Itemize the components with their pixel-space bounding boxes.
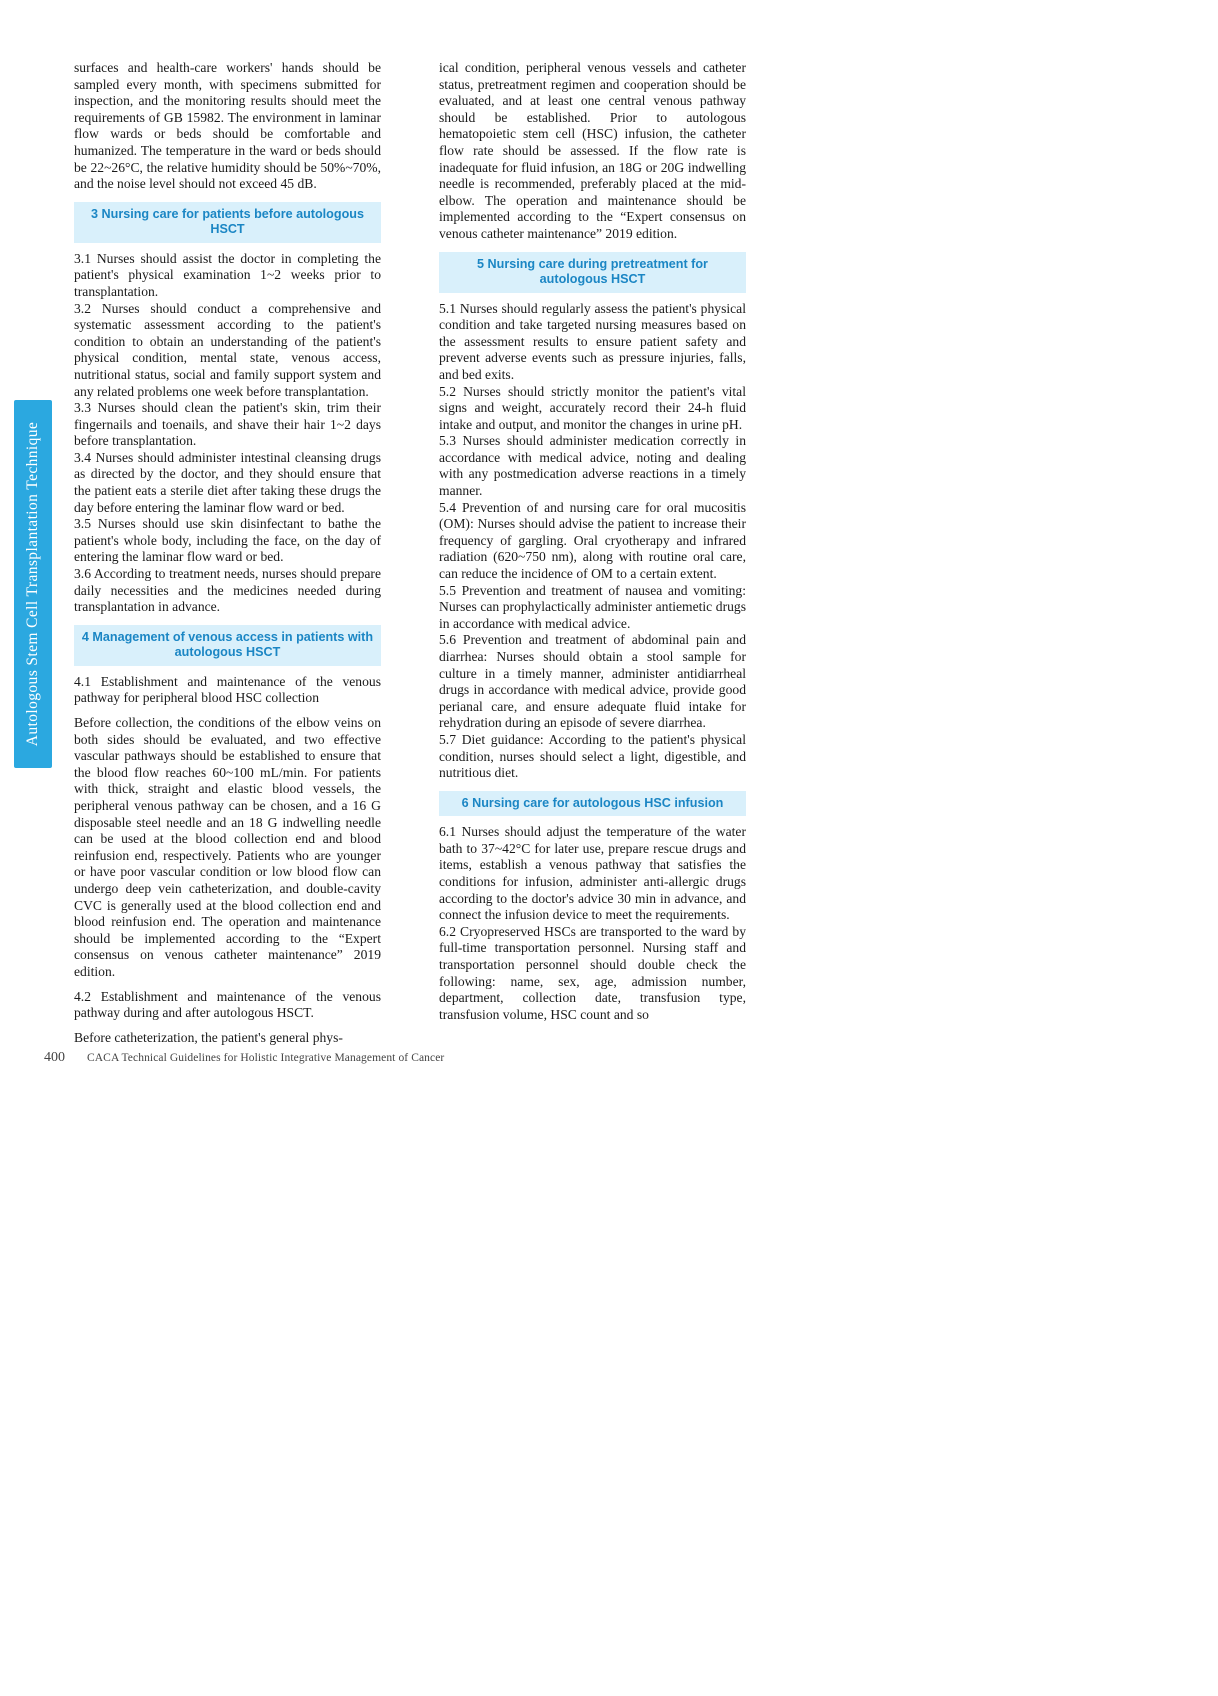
footer-title: CACA Technical Guidelines for Holistic Integrative Management of Cancer xyxy=(87,1052,445,1064)
paragraph: 4.2 Establishment and maintenance of the venous pathway during and after autologous HSCT. xyxy=(74,988,381,1021)
paragraph: 5.2 Nurses should strictly monitor the patient's vital signs and weight, accurately record their 24-h fluid intake and output, and monitor the changes in urine pH. xyxy=(439,383,746,432)
paragraph: 5.6 Prevention and treatment of abdominal pain and diarrhea: Nurses should obtain a stool sample for culture in a timely manner, administer antidiarrheal drugs in accordance with medical advice, provide good perianal care, and ensure adequate fluid intake for rehydration during an episode of severe diarrhea. xyxy=(439,632,746,731)
paragraph: 4.1 Establishment and maintenance of the venous pathway for peripheral blood HSC collection xyxy=(74,673,381,706)
paragraph: 3.2 Nurses should conduct a comprehensive and systematic assessment according to the patient's condition to obtain an understanding of the patient's physical condition, mental state, venous access, nutritional status, social and family support system and any related problems one week before transplantation. xyxy=(74,300,381,399)
paragraph: 3.5 Nurses should use skin disinfectant to bathe the patient's whole body, including the face, on the day of entering the laminar flow ward or bed. xyxy=(74,516,381,565)
paragraph: 5.7 Diet guidance: According to the patient's physical condition, nurses should select a light, digestible, and nutritious diet. xyxy=(439,731,746,781)
left-column xyxy=(74,60,381,1046)
paragraph: 5.5 Prevention and treatment of nausea and vomiting: Nurses can prophylactically administer antiemetic drugs in accordance with medical advice. xyxy=(439,582,746,631)
paragraph: 3.6 According to treatment needs, nurses should prepare daily necessities and the medicines needed during transplantation in advance. xyxy=(74,566,381,615)
page-number: 400 xyxy=(44,1050,65,1065)
paragraph: 6.2 Cryopreserved HSCs are transported to the ward by full-time transportation personnel. Nursing staff and transportation personnel should double check the following: name, sex, age, admission number, department, collection date, transfusion type, transfusion volume, HSC count and so xyxy=(439,923,746,1022)
section-heading-4: 4 Management of venous access in patients with autologous HSCT xyxy=(74,625,381,666)
paragraph: 5.3 Nurses should administer medication correctly in accordance with medical advice, noting and dealing with any postmedication adverse reactions in a timely manner. xyxy=(439,433,746,499)
paragraph: 5.4 Prevention of and nursing care for oral mucositis (OM): Nurses should advise the patient to increase their frequency of gargling. Oral cryotherapy and infrared radiation (620~750 nm), along with routine oral care, can reduce the incidence of OM to a certain extent. xyxy=(439,499,746,582)
paragraph: ical condition, peripheral venous vessels and catheter status, pretreatment regimen and cooperation should be evaluated, and at least one central venous pathway should be established. Prior to autologous hematopoietic stem cell (HSC) infusion, the catheter flow rate should be assessed. If the flow rate is inadequate for fluid infusion, an 18G or 20G indwelling needle is recommended, preferably placed at the mid-elbow. The operation and maintenance should be implemented according to the “Expert consensus on venous catheter maintenance” 2019 edition. xyxy=(439,60,746,241)
paragraph: 3.3 Nurses should clean the patient's skin, trim their fingernails and toenails, and shave their hair 1~2 days before transplantation. xyxy=(74,400,381,449)
paragraph: 3.1 Nurses should assist the doctor in completing the patient's physical examination 1~2 weeks prior to transplantation. xyxy=(74,250,381,299)
paragraph: Before catheterization, the patient's general phys- xyxy=(74,1029,343,1045)
paragraph-spacer xyxy=(74,707,381,715)
running-head-tab xyxy=(14,400,52,768)
section-heading-3: 3 Nursing care for patients before autologous HSCT xyxy=(74,202,381,243)
right-column xyxy=(439,60,746,1023)
paragraph-spacer xyxy=(74,1022,381,1030)
section-heading-6: 6 Nursing care for autologous HSC infusion xyxy=(439,791,746,817)
page-footer xyxy=(44,1050,444,1066)
section-heading-5: 5 Nursing care during pretreatment for autologous HSCT xyxy=(439,252,746,293)
paragraph: 6.1 Nurses should adjust the temperature of the water bath to 37~42°C for later use, prepare rescue drugs and items, establish a venous pathway that satisfies the conditions for infusion, administer anti-allergic drugs according to the doctor's advice 30 min in advance, and connect the infusion device to meet the requirements. xyxy=(439,824,746,923)
paragraph: 5.1 Nurses should regularly assess the patient's physical condition and take targeted nursing measures based on the assessment results to ensure patient safety and prevent adverse events such as pressure injuries, falls, and bed exits. xyxy=(439,300,746,382)
running-head-label: Autologous Stem Cell Transplantation Technique xyxy=(24,421,41,747)
paragraph-spacer xyxy=(74,981,381,989)
paragraph: surfaces and health-care workers' hands should be sampled every month, with specimens submitted for inspection, and the monitoring results should meet the requirements of GB 15982. The environment in laminar flow wards or beds should be comfortable and humanized. The temperature in the ward or beds should be 22~26°C, the relative humidity should be 50%~70%, and the noise level should not exceed 45 dB. xyxy=(74,60,381,192)
paragraph: 3.4 Nurses should administer intestinal cleansing drugs as directed by the doctor, and they should ensure that the patient eats a sterile diet after taking these drugs the day before entering the laminar flow ward or bed. xyxy=(74,449,381,515)
paragraph: Before collection, the conditions of the elbow veins on both sides should be evaluated, and two effective vascular pathways should be established to ensure that the blood flow reaches 60~100 mL/min. For patients with thick, straight and elastic blood vessels, the peripheral venous pathway can be chosen, and a 16 G disposable steel needle and an 18 G indwelling needle can be used at the blood collection end and blood reinfusion end, respectively. Patients who are younger or have poor vascular condition or low blood flow can undergo deep vein catheterization, and double-cavity CVC is generally used at the blood collection end and blood reinfusion end. The operation and maintenance should be implemented according to the “Expert consensus on venous catheter maintenance” 2019 edition. xyxy=(74,715,381,979)
